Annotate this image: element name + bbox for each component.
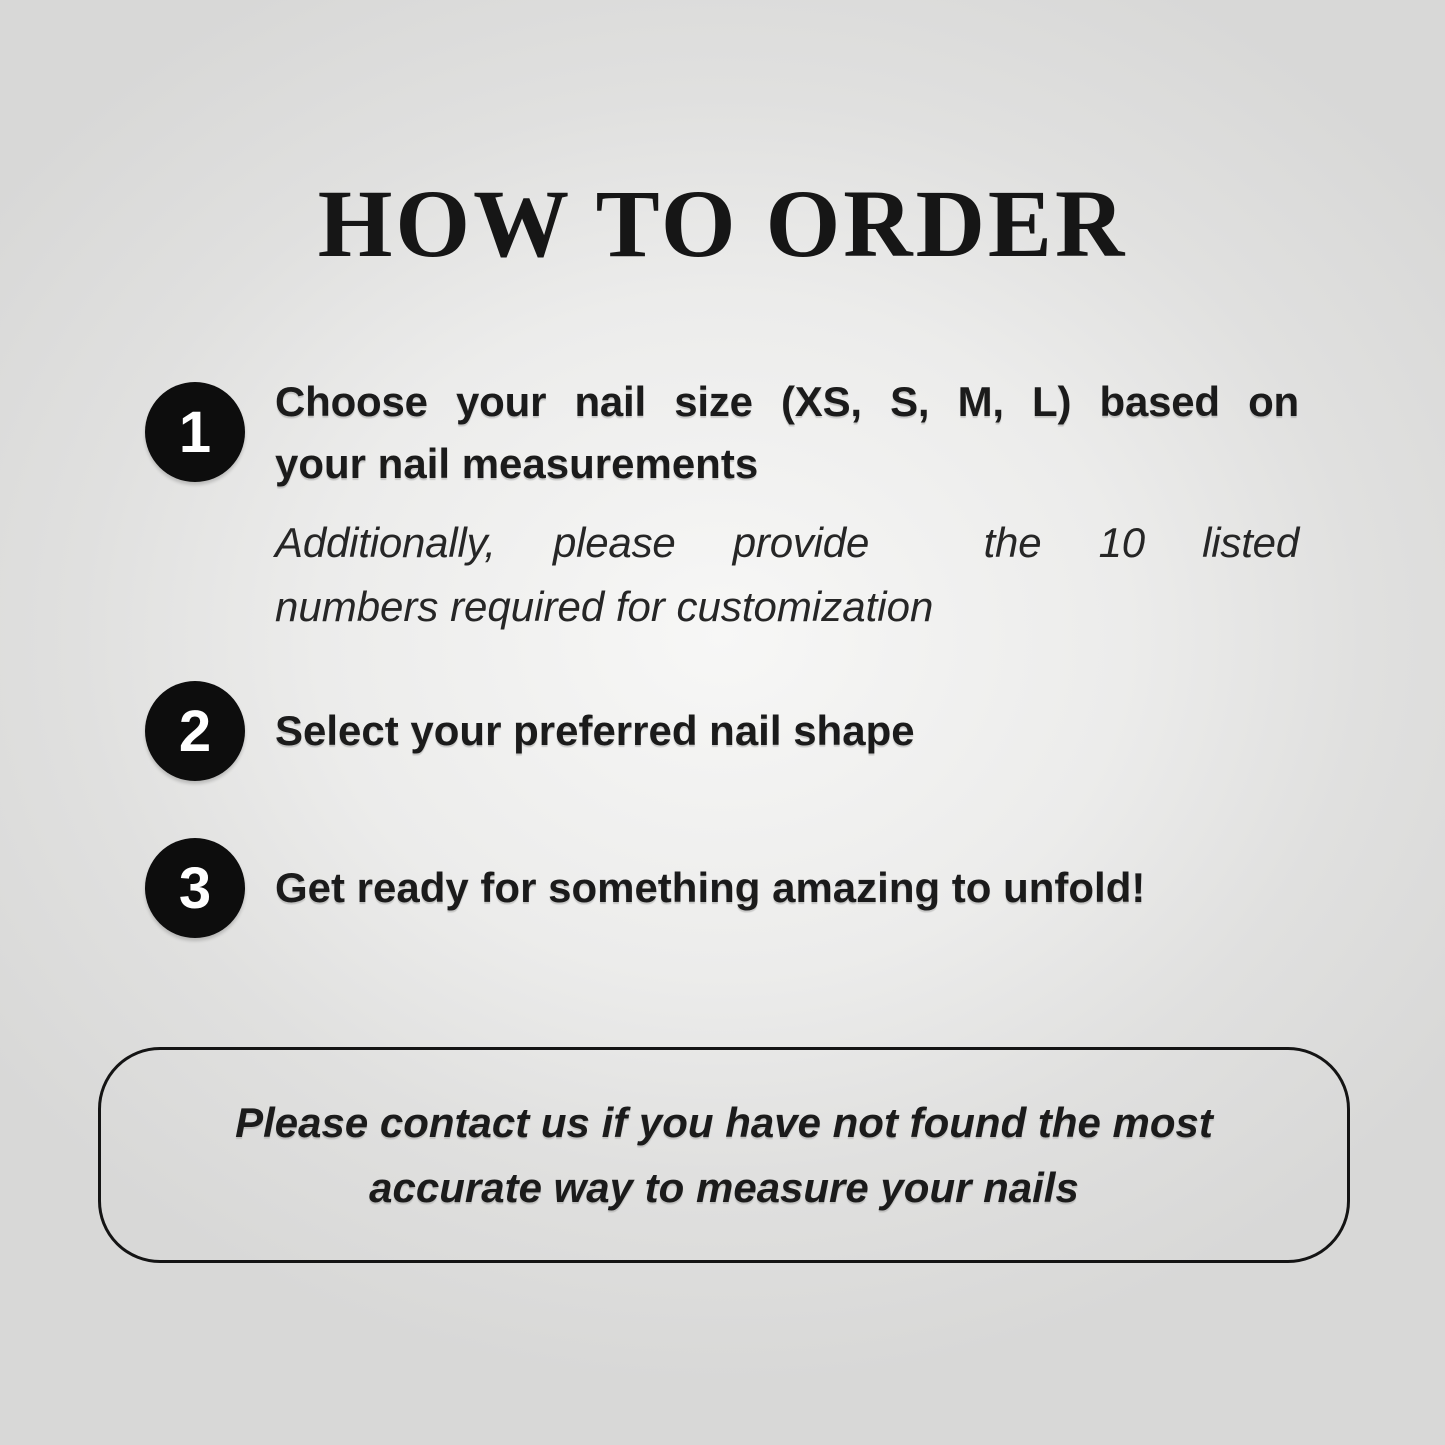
step-2-text — [275, 705, 1299, 757]
step-1-number: 1 — [178, 399, 212, 465]
step-1-line-1: Choose your nail size (XS, S, M, L) based on — [275, 378, 1299, 425]
step-2-line-1: Select your preferred nail shape — [275, 707, 915, 754]
step-1-text — [275, 371, 1299, 495]
step-1-line-2: your nail measurements — [275, 440, 759, 487]
step-2-number: 2 — [178, 698, 212, 764]
step-3-line-1: Get ready for something amazing to unfold! — [275, 864, 1146, 911]
step-1-number-badge — [145, 382, 245, 482]
step-3-number: 3 — [178, 855, 212, 921]
note-line-1: Additionally, please provide the 10 listed — [275, 519, 1299, 566]
step-2-number-badge — [145, 681, 245, 781]
step-3-number-badge — [145, 838, 245, 938]
contact-note-box — [98, 1047, 1350, 1263]
step-3-text — [275, 862, 1299, 914]
contact-note-line-2: accurate way to measure your nails — [369, 1164, 1079, 1211]
step-1-additional-note — [275, 511, 1299, 639]
note-line-2: numbers required for customization — [275, 583, 934, 630]
page-title: HOW TO ORDER — [317, 170, 1128, 277]
contact-note-line-1: Please contact us if you have not found the most — [235, 1099, 1213, 1146]
